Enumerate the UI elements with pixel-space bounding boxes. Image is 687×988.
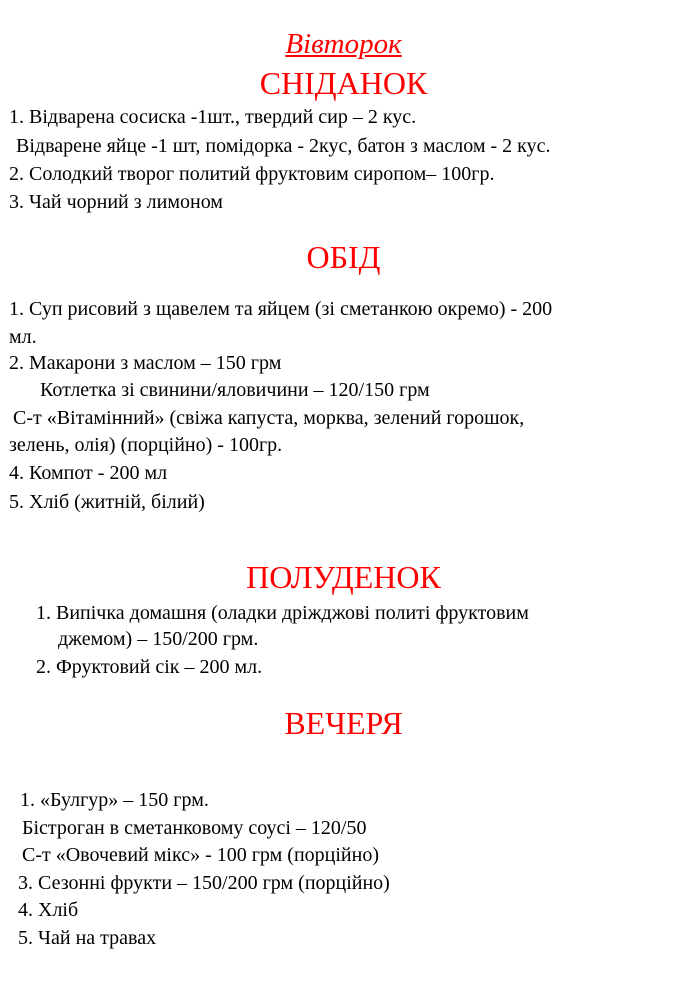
lunch-line: 5. Хліб (житній, білий)	[9, 491, 205, 513]
breakfast-line: 3. Чай чорний з лимоном	[9, 191, 223, 213]
dinner-line: 4. Хліб	[18, 899, 79, 921]
lunch-line: мл.	[9, 326, 37, 348]
snack-line: 2. Фруктовий сік – 200 мл.	[36, 656, 263, 678]
lunch-line: С-т «Вітамінний» (свіжа капуста, морква, зелений горошок,	[13, 407, 525, 429]
snack-line: джемом) – 150/200 грм.	[58, 628, 259, 650]
snack-line: 1. Випічка домашня (оладки дріжджові политі фруктовим	[36, 602, 529, 624]
dinner-line: 3. Сезонні фрукти – 150/200 грм (порційно)	[18, 872, 390, 894]
breakfast-heading: СНІДАНОК	[259, 65, 428, 101]
dinner-line: 5. Чай на травах	[18, 927, 157, 949]
day-title: Вівторок	[285, 28, 402, 60]
dinner-line: Бістроган в сметанковому соусі – 120/50	[22, 817, 367, 839]
breakfast-line: 1. Відварена сосиска -1шт., твердий сир – 2 кус.	[9, 106, 417, 128]
dinner-heading: ВЕЧЕРЯ	[284, 705, 403, 741]
dinner-line: 1. «Булгур» – 150 грм.	[20, 789, 209, 811]
breakfast-line: 2. Солодкий творог политий фруктовим сиропом– 100гр.	[9, 163, 495, 185]
lunch-line: Котлетка зі свинини/яловичини – 120/150 грм	[40, 379, 430, 401]
lunch-line: 4. Компот - 200 мл	[9, 462, 168, 484]
snack-heading: ПОЛУДЕНОК	[246, 559, 441, 595]
lunch-line: 1. Суп рисовий з щавелем та яйцем (зі сметанкою окремо) - 200	[9, 298, 553, 320]
dinner-line: С-т «Овочевий мікс» - 100 грм (порційно)	[22, 844, 379, 866]
lunch-line: зелень, олія) (порційно) - 100гр.	[9, 434, 283, 456]
lunch-line: 2. Макарони з маслом – 150 грм	[9, 352, 282, 374]
breakfast-line: Відварене яйце -1 шт, помідорка - 2кус, батон з маслом - 2 кус.	[16, 135, 551, 157]
lunch-heading: ОБІД	[306, 239, 381, 275]
